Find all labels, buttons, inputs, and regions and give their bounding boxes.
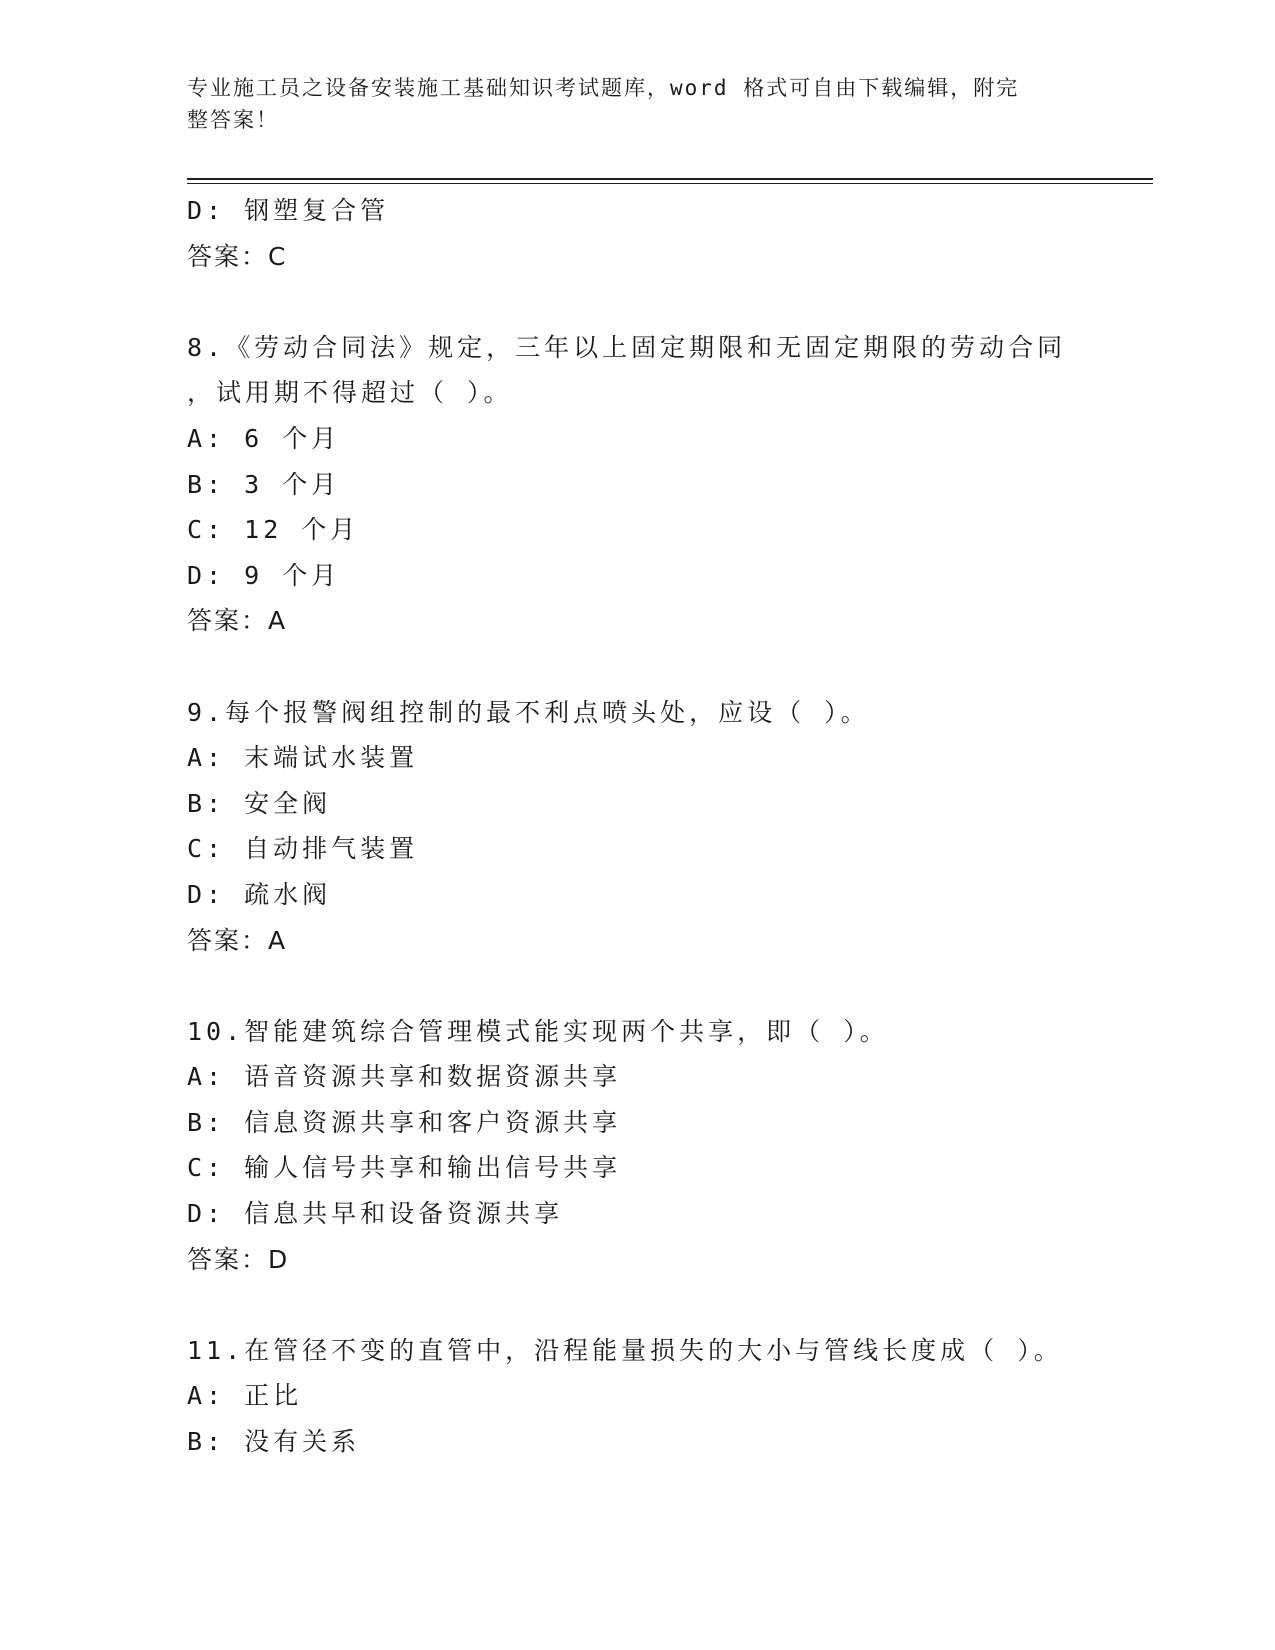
- spacer: [187, 279, 1087, 325]
- spacer: [187, 1282, 1087, 1328]
- spacer: [187, 644, 1087, 690]
- question-list: [187, 188, 1087, 1465]
- question-9-answer: 答案：A: [187, 925, 288, 955]
- question-8-option-c: C: 12 个月: [187, 515, 360, 545]
- question-8-option-b: B: 3 个月: [187, 469, 341, 499]
- question-8-option-a: A: 6 个月: [187, 423, 341, 453]
- header-line-2: 整答案！: [187, 108, 279, 132]
- question-11-text: 11.在管径不变的直管中，沿程能量损失的大小与管线长度成（ ）。: [187, 1335, 1063, 1365]
- question-11-option-a: A: 正比: [187, 1381, 303, 1411]
- document-header: [187, 72, 1067, 136]
- question-10-option-c: C: 输人信号共享和输出信号共享: [187, 1153, 622, 1183]
- question-10-option-d: D: 信息共早和设备资源共享: [187, 1199, 564, 1229]
- answer: 答案：C: [187, 241, 288, 271]
- question-10-text: 10.智能建筑综合管理模式能实现两个共享，即（ ）。: [187, 1016, 889, 1046]
- question-9-option-b: B: 安全阀: [187, 788, 332, 818]
- question-10-option-b: B: 信息资源共享和客户资源共享: [187, 1107, 622, 1137]
- option-d: D: 钢塑复合管: [187, 196, 390, 225]
- question-8-text: 8.《劳动合同法》规定，三年以上固定期限和无固定期限的劳动合同: [187, 332, 1067, 362]
- question-8-answer: 答案：A: [187, 606, 288, 636]
- question-9-text: 9.每个报警阀组控制的最不利点喷头处，应设（ ）。: [187, 697, 870, 727]
- spacer: [187, 963, 1087, 1009]
- question-10-option-a: A: 语音资源共享和数据资源共享: [187, 1062, 622, 1092]
- header-line-1: 专业施工员之设备安装施工基础知识考试题库，word 格式可自由下载编辑，附完: [187, 76, 1020, 100]
- question-10-answer: 答案：D: [187, 1244, 290, 1274]
- question-9-option-d: D: 疏水阀: [187, 879, 332, 909]
- question-8-text-cont: ，试用期不得超过（ ）。: [187, 378, 513, 408]
- header-divider-thick: [187, 178, 1153, 180]
- header-divider-thin: [187, 183, 1153, 184]
- question-9-option-a: A: 末端试水装置: [187, 743, 419, 773]
- question-9-option-c: C: 自动排气装置: [187, 834, 419, 864]
- question-8-option-d: D: 9 个月: [187, 560, 341, 590]
- question-11-option-b: B: 没有关系: [187, 1427, 361, 1457]
